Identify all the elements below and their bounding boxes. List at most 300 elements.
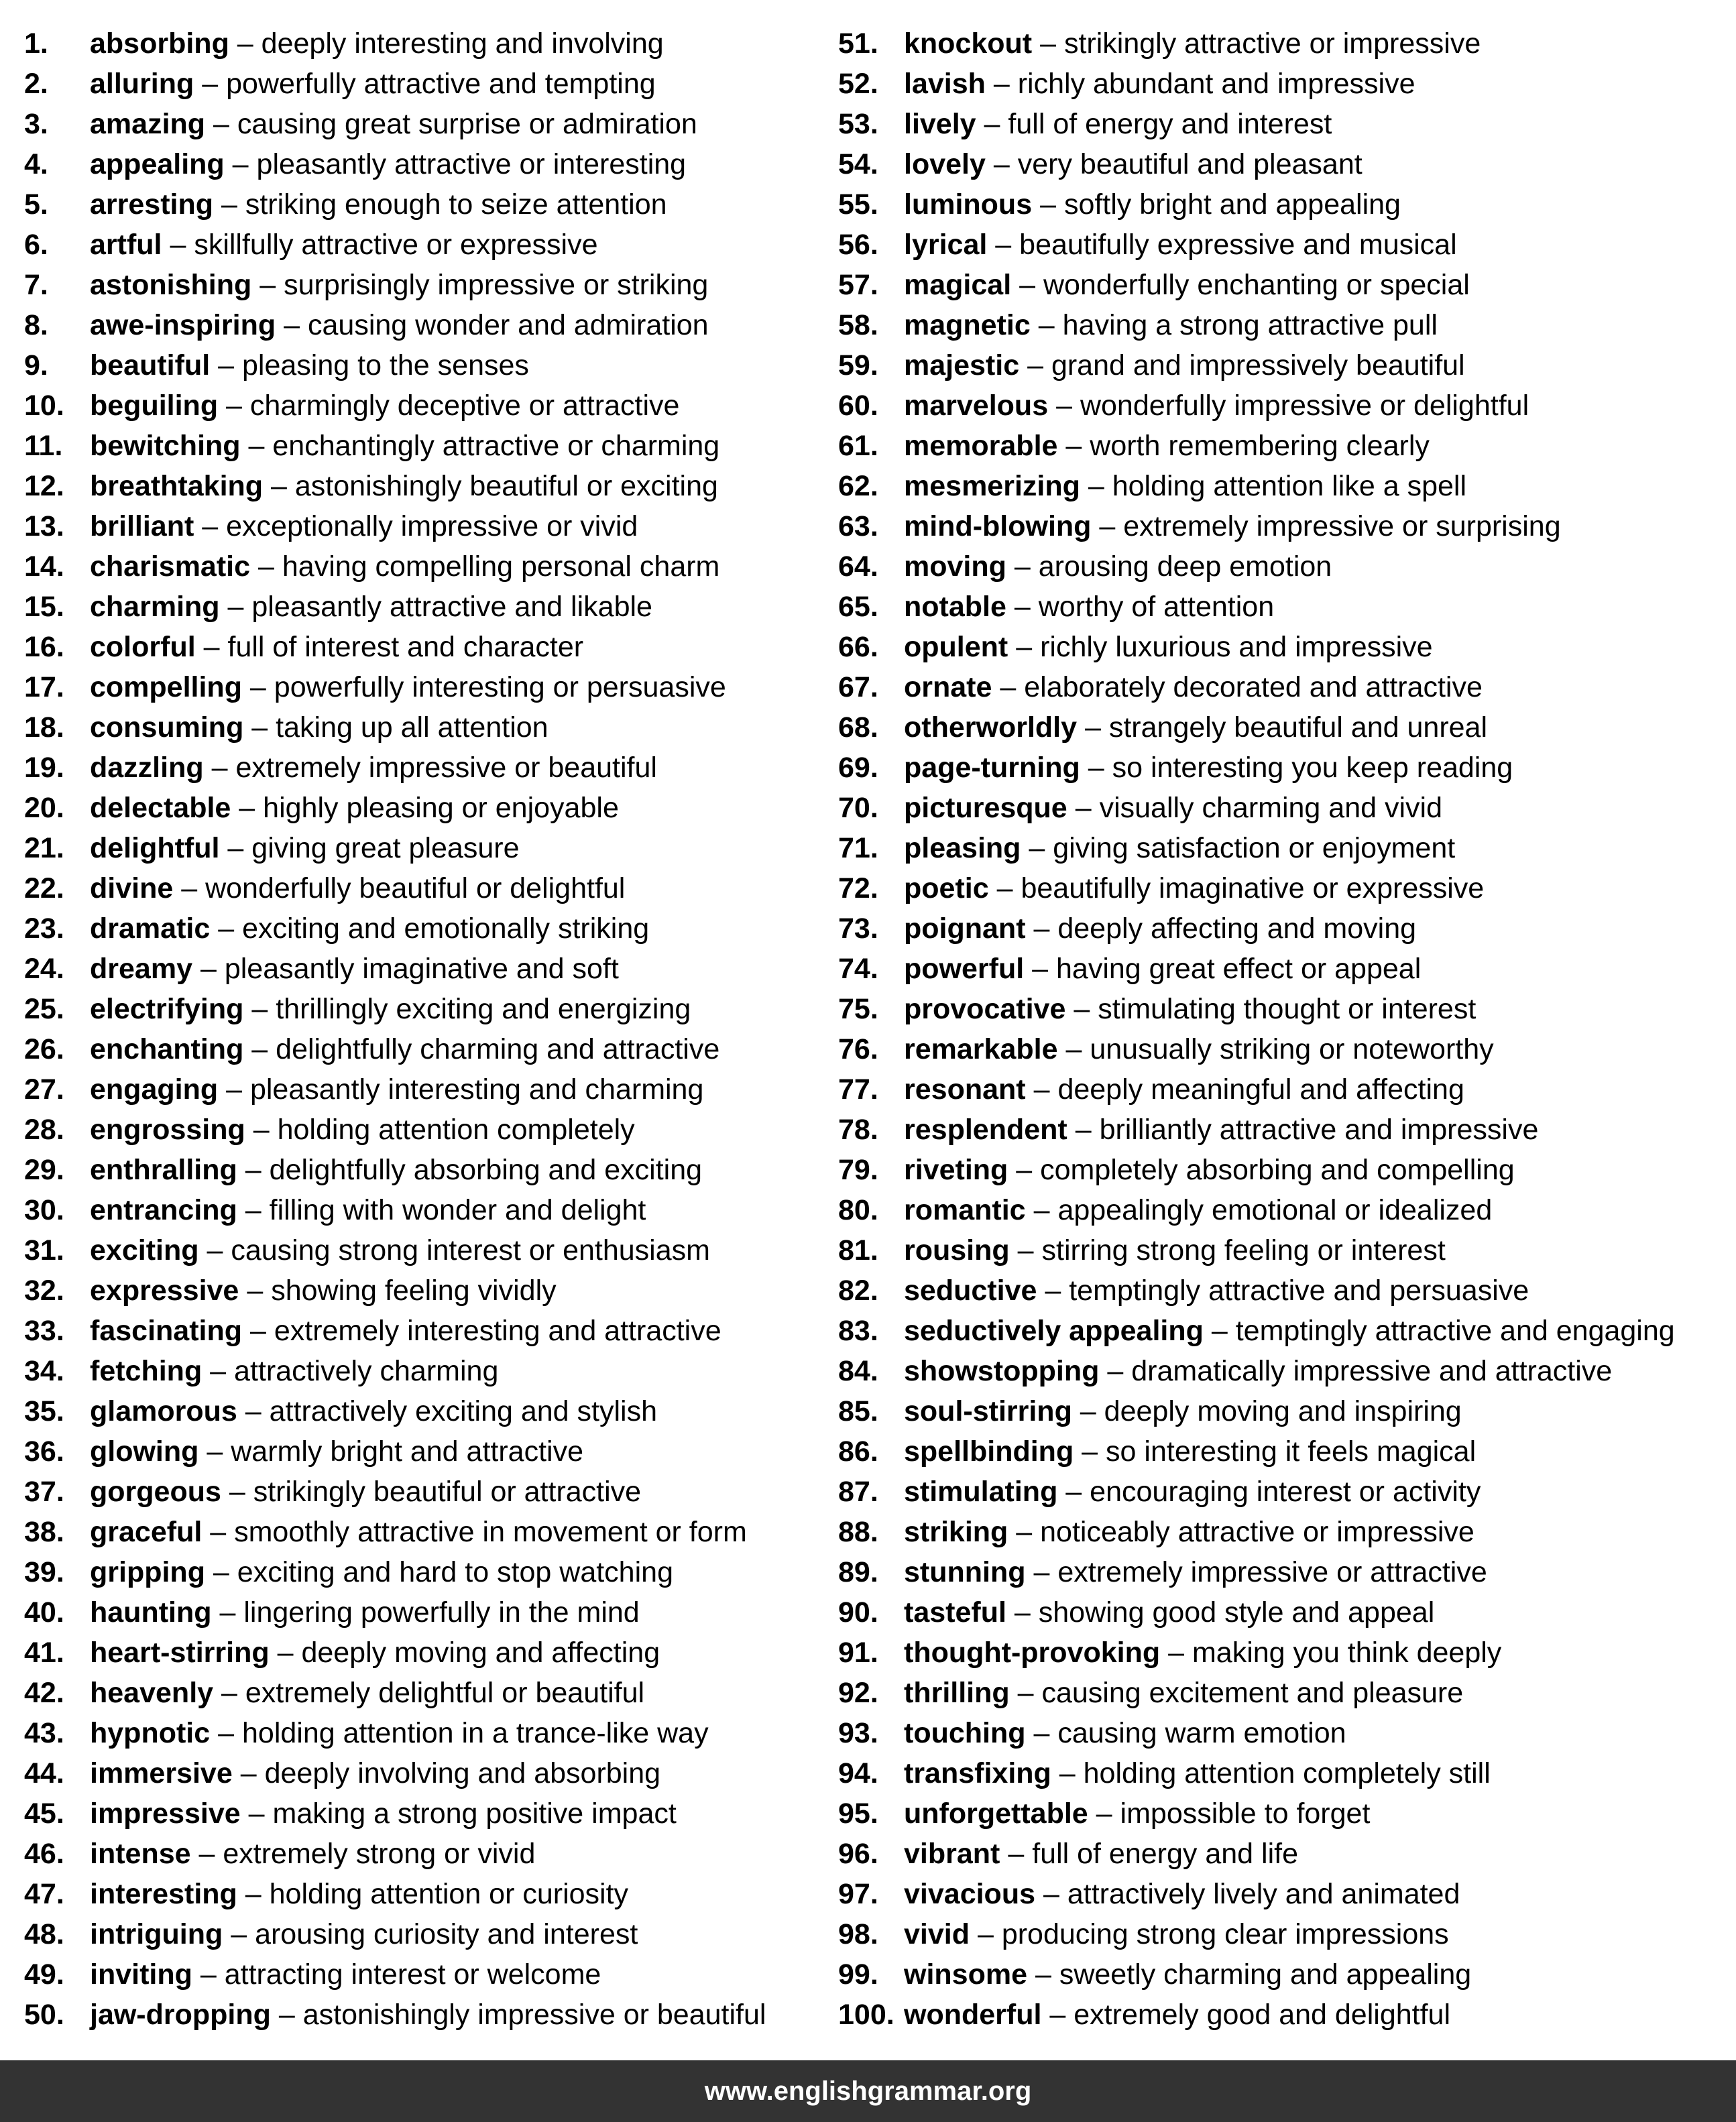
- item-word: vivid: [904, 1918, 970, 1950]
- item-word: consuming: [90, 711, 244, 744]
- item-definition: giving great pleasure: [251, 832, 520, 864]
- item-dash: –: [1075, 1114, 1092, 1146]
- item-number: 5.: [24, 188, 48, 221]
- list-item: [24, 225, 829, 265]
- item-number: 51.: [838, 27, 878, 60]
- list-item: [838, 1713, 1730, 1753]
- list-item: [24, 1995, 829, 2035]
- list-item: [24, 1150, 829, 1190]
- item-dash: –: [271, 470, 287, 502]
- item-definition: making a strong positive impact: [272, 1797, 677, 1830]
- item-definition: deeply moving and inspiring: [1104, 1395, 1462, 1427]
- item-word: delectable: [90, 792, 231, 824]
- item-definition: surprisingly impressive or striking: [284, 269, 709, 301]
- list-item: [838, 466, 1730, 506]
- item-number: 65.: [838, 591, 878, 623]
- item-number: 61.: [838, 430, 878, 462]
- item-dash: –: [1088, 470, 1104, 502]
- list-item: [838, 1834, 1730, 1874]
- item-definition: wonderfully beautiful or delightful: [205, 872, 626, 904]
- item-definition: having great effect or appeal: [1056, 953, 1422, 985]
- item-dash: –: [207, 1234, 223, 1266]
- item-word: dazzling: [90, 752, 204, 784]
- list-item: [838, 1592, 1730, 1633]
- item-definition: enchantingly attractive or charming: [272, 430, 720, 462]
- list-item: [24, 1512, 829, 1552]
- item-definition: sweetly charming and appealing: [1059, 1958, 1472, 1991]
- item-number: 16.: [24, 631, 64, 663]
- item-dash: –: [1014, 1596, 1031, 1629]
- item-definition: causing excitement and pleasure: [1041, 1677, 1464, 1709]
- item-dash: –: [248, 1797, 265, 1830]
- item-word: interesting: [90, 1878, 237, 1910]
- item-dash: –: [198, 1838, 215, 1870]
- list-item: [838, 828, 1730, 868]
- item-word: remarkable: [904, 1033, 1058, 1065]
- item-dash: –: [232, 148, 249, 180]
- list-item: [838, 908, 1730, 949]
- item-definition: worthy of attention: [1038, 591, 1275, 623]
- list-item: [838, 104, 1730, 144]
- item-dash: –: [202, 510, 219, 542]
- item-dash: –: [1080, 1395, 1096, 1427]
- item-number: 24.: [24, 953, 64, 985]
- item-word: compelling: [90, 671, 242, 703]
- list-item: [838, 1472, 1730, 1512]
- list-item: [24, 1713, 829, 1753]
- item-definition: extremely impressive or surprising: [1123, 510, 1561, 542]
- item-dash: –: [218, 912, 235, 945]
- item-definition: holding attention in a trance-like way: [242, 1717, 709, 1749]
- item-dash: –: [1017, 1234, 1034, 1266]
- item-dash: –: [1017, 1677, 1034, 1709]
- list-item: [24, 1110, 829, 1150]
- item-definition: strikingly attractive or impressive: [1063, 27, 1481, 60]
- item-number: 42.: [24, 1677, 64, 1709]
- item-dash: –: [1211, 1315, 1228, 1347]
- item-dash: –: [1099, 510, 1116, 542]
- item-definition: stimulating thought or interest: [1098, 993, 1477, 1025]
- item-word: picturesque: [904, 792, 1067, 824]
- item-number: 69.: [838, 752, 878, 784]
- item-dash: –: [237, 27, 253, 60]
- item-word: arresting: [90, 188, 214, 221]
- item-definition: visually charming and vivid: [1099, 792, 1443, 824]
- list-item: [24, 828, 829, 868]
- item-number: 80.: [838, 1194, 878, 1226]
- item-dash: –: [259, 269, 276, 301]
- item-definition: arousing deep emotion: [1038, 550, 1332, 583]
- list-item: [24, 908, 829, 949]
- item-number: 58.: [838, 309, 878, 341]
- item-number: 53.: [838, 108, 878, 140]
- item-word: resonant: [904, 1073, 1026, 1106]
- item-definition: wonderfully impressive or delightful: [1080, 390, 1529, 422]
- list-item: [24, 1391, 829, 1431]
- item-dash: –: [996, 872, 1013, 904]
- item-dash: –: [1107, 1355, 1124, 1387]
- item-definition: extremely interesting and attractive: [274, 1315, 721, 1347]
- list-item: [838, 184, 1730, 225]
- item-dash: –: [1008, 1838, 1025, 1870]
- list-item: [838, 1793, 1730, 1834]
- item-number: 63.: [838, 510, 878, 542]
- item-word: hypnotic: [90, 1717, 211, 1749]
- item-definition: striking enough to seize attention: [245, 188, 667, 221]
- item-definition: lingering powerfully in the mind: [243, 1596, 640, 1629]
- list-item: [838, 1311, 1730, 1351]
- item-definition: strangely beautiful and unreal: [1108, 711, 1488, 744]
- item-number: 78.: [838, 1114, 878, 1146]
- item-dash: –: [1038, 309, 1055, 341]
- item-number: 6.: [24, 229, 48, 261]
- item-definition: holding attention like a spell: [1112, 470, 1467, 502]
- item-definition: arousing curiosity and interest: [255, 1918, 638, 1950]
- item-definition: extremely delightful or beautiful: [245, 1677, 645, 1709]
- item-number: 73.: [838, 912, 878, 945]
- item-number: 21.: [24, 832, 64, 864]
- item-word: expressive: [90, 1275, 239, 1307]
- item-number: 20.: [24, 792, 64, 824]
- item-number: 92.: [838, 1677, 878, 1709]
- item-word: delightful: [90, 832, 220, 864]
- list-item: [838, 305, 1730, 345]
- item-definition: skillfully attractive or expressive: [194, 229, 598, 261]
- list-item: [24, 1552, 829, 1592]
- list-item: [24, 627, 829, 667]
- item-number: 55.: [838, 188, 878, 221]
- list-item: [838, 1753, 1730, 1793]
- item-dash: –: [1040, 27, 1057, 60]
- item-word: lavish: [904, 68, 986, 100]
- item-number: 3.: [24, 108, 48, 140]
- item-number: 100.: [838, 1999, 894, 2031]
- item-definition: worth remembering clearly: [1090, 430, 1430, 462]
- item-dash: –: [211, 752, 228, 784]
- item-dash: –: [213, 108, 229, 140]
- item-word: memorable: [904, 430, 1058, 462]
- item-dash: –: [181, 872, 198, 904]
- item-word: immersive: [90, 1757, 233, 1789]
- item-word: bewitching: [90, 430, 241, 462]
- item-dash: –: [221, 188, 237, 221]
- item-word: thought-provoking: [904, 1637, 1161, 1669]
- list-item: [24, 1190, 829, 1230]
- item-definition: so interesting it feels magical: [1106, 1435, 1477, 1468]
- item-definition: astonishingly beautiful or exciting: [294, 470, 718, 502]
- item-dash: –: [977, 1918, 994, 1950]
- item-dash: –: [257, 550, 274, 583]
- list-item: [24, 1793, 829, 1834]
- item-dash: –: [1065, 430, 1082, 462]
- item-dash: –: [1035, 1958, 1051, 1991]
- item-definition: impossible to forget: [1120, 1797, 1371, 1830]
- list-item: [838, 1673, 1730, 1713]
- list-item: [838, 1431, 1730, 1472]
- list-item: [24, 426, 829, 466]
- list-item: [838, 1230, 1730, 1271]
- item-number: 23.: [24, 912, 64, 945]
- item-dash: –: [1065, 1476, 1082, 1508]
- item-dash: –: [1027, 349, 1043, 381]
- item-word: provocative: [904, 993, 1066, 1025]
- item-definition: deeply affecting and moving: [1057, 912, 1417, 945]
- item-dash: –: [1040, 188, 1056, 221]
- list-item: [24, 1271, 829, 1311]
- item-number: 70.: [838, 792, 878, 824]
- item-word: charming: [90, 591, 220, 623]
- item-number: 97.: [838, 1878, 878, 1910]
- list-item: [24, 748, 829, 788]
- item-dash: –: [200, 1958, 217, 1991]
- list-item: [838, 1995, 1730, 2035]
- item-definition: pleasantly interesting and charming: [249, 1073, 704, 1106]
- list-item: [24, 1029, 829, 1069]
- item-word: intriguing: [90, 1918, 223, 1950]
- item-number: 83.: [838, 1315, 878, 1347]
- item-definition: making you think deeply: [1192, 1637, 1502, 1669]
- item-definition: charmingly deceptive or attractive: [249, 390, 680, 422]
- item-dash: –: [1056, 390, 1072, 422]
- item-definition: attractively lively and animated: [1067, 1878, 1460, 1910]
- item-word: mesmerizing: [904, 470, 1080, 502]
- item-word: magical: [904, 269, 1012, 301]
- item-dash: –: [249, 671, 266, 703]
- item-number: 60.: [838, 390, 878, 422]
- item-number: 27.: [24, 1073, 64, 1106]
- list-item: [838, 1150, 1730, 1190]
- item-number: 41.: [24, 1637, 64, 1669]
- list-item: [838, 1391, 1730, 1431]
- item-number: 35.: [24, 1395, 64, 1427]
- item-dash: –: [218, 349, 235, 381]
- item-word: intense: [90, 1838, 191, 1870]
- item-definition: extremely strong or vivid: [223, 1838, 536, 1870]
- item-word: stimulating: [904, 1476, 1058, 1508]
- item-definition: causing great surprise or admiration: [237, 108, 697, 140]
- item-dash: –: [1033, 1717, 1050, 1749]
- item-number: 85.: [838, 1395, 878, 1427]
- item-definition: noticeably attractive or impressive: [1040, 1516, 1474, 1548]
- list-item: [838, 1874, 1730, 1914]
- item-number: 62.: [838, 470, 878, 502]
- list-item: [24, 1592, 829, 1633]
- item-definition: showing good style and appeal: [1038, 1596, 1435, 1629]
- item-word: poetic: [904, 872, 989, 904]
- item-number: 1.: [24, 27, 48, 60]
- list-item: [24, 104, 829, 144]
- list-item: [838, 345, 1730, 386]
- item-dash: –: [251, 711, 268, 744]
- list-item: [838, 1914, 1730, 1954]
- item-word: winsome: [904, 1958, 1027, 1991]
- item-word: powerful: [904, 953, 1025, 985]
- list-item: [838, 265, 1730, 305]
- item-word: tasteful: [904, 1596, 1006, 1629]
- item-dash: –: [227, 591, 244, 623]
- item-dash: –: [227, 832, 244, 864]
- item-dash: –: [1014, 550, 1031, 583]
- item-definition: very beautiful and pleasant: [1017, 148, 1363, 180]
- item-word: pleasing: [904, 832, 1021, 864]
- item-dash: –: [1033, 912, 1050, 945]
- item-dash: –: [1033, 1073, 1050, 1106]
- item-word: vibrant: [904, 1838, 1000, 1870]
- item-number: 13.: [24, 510, 64, 542]
- list-item: [838, 868, 1730, 908]
- item-word: fetching: [90, 1355, 202, 1387]
- item-dash: –: [1033, 1556, 1050, 1588]
- item-word: heart-stirring: [90, 1637, 270, 1669]
- item-word: riveting: [904, 1154, 1008, 1186]
- list-item: [838, 1190, 1730, 1230]
- item-number: 15.: [24, 591, 64, 623]
- list-item: [24, 64, 829, 104]
- item-definition: attractively charming: [234, 1355, 499, 1387]
- item-definition: temptingly attractive and engaging: [1235, 1315, 1675, 1347]
- item-dash: –: [203, 631, 220, 663]
- item-word: striking: [904, 1516, 1008, 1548]
- item-number: 94.: [838, 1757, 878, 1789]
- item-number: 96.: [838, 1838, 878, 1870]
- list-item: [24, 144, 829, 184]
- item-number: 40.: [24, 1596, 64, 1629]
- item-word: showstopping: [904, 1355, 1100, 1387]
- item-number: 71.: [838, 832, 878, 864]
- item-word: seductively appealing: [904, 1315, 1204, 1347]
- item-word: breathtaking: [90, 470, 264, 502]
- list-item: [838, 1351, 1730, 1391]
- list-item: [838, 386, 1730, 426]
- item-word: glamorous: [90, 1395, 237, 1427]
- item-definition: richly abundant and impressive: [1017, 68, 1415, 100]
- item-dash: –: [1059, 1757, 1076, 1789]
- item-dash: –: [229, 1476, 245, 1508]
- right-column: [838, 23, 1730, 2035]
- list-item: [24, 1834, 829, 1874]
- item-word: awe-inspiring: [90, 309, 276, 341]
- footer-bar: [0, 2060, 1736, 2122]
- item-number: 49.: [24, 1958, 64, 1991]
- item-definition: deeply meaningful and affecting: [1057, 1073, 1464, 1106]
- item-number: 29.: [24, 1154, 64, 1186]
- item-number: 31.: [24, 1234, 64, 1266]
- item-number: 36.: [24, 1435, 64, 1468]
- item-number: 14.: [24, 550, 64, 583]
- item-number: 79.: [838, 1154, 878, 1186]
- item-word: glowing: [90, 1435, 199, 1468]
- item-number: 72.: [838, 872, 878, 904]
- list-item: [838, 748, 1730, 788]
- list-item: [838, 788, 1730, 828]
- item-definition: holding attention or curiosity: [269, 1878, 629, 1910]
- footer-url[interactable]: www.englishgrammar.org: [704, 2076, 1032, 2106]
- item-definition: so interesting you keep reading: [1112, 752, 1513, 784]
- list-item: [24, 1914, 829, 1954]
- list-item: [24, 1230, 829, 1271]
- item-word: moving: [904, 550, 1006, 583]
- item-word: seductive: [904, 1275, 1037, 1307]
- item-dash: –: [249, 1315, 266, 1347]
- item-definition: warmly bright and attractive: [231, 1435, 583, 1468]
- item-word: dramatic: [90, 912, 211, 945]
- list-item: [24, 587, 829, 627]
- item-dash: –: [1016, 1516, 1033, 1548]
- item-word: appealing: [90, 148, 225, 180]
- item-word: knockout: [904, 27, 1033, 60]
- item-definition: stirring strong feeling or interest: [1041, 1234, 1446, 1266]
- item-definition: dramatically impressive and attractive: [1131, 1355, 1613, 1387]
- item-definition: temptingly attractive and persuasive: [1069, 1275, 1529, 1307]
- item-definition: exciting and hard to stop watching: [237, 1556, 673, 1588]
- item-dash: –: [251, 993, 268, 1025]
- item-number: 9.: [24, 349, 48, 381]
- item-dash: –: [210, 1355, 227, 1387]
- item-definition: extremely good and delightful: [1074, 1999, 1451, 2031]
- item-dash: –: [226, 1073, 242, 1106]
- item-dash: –: [1000, 671, 1017, 703]
- item-dash: –: [277, 1637, 294, 1669]
- list-item: [24, 546, 829, 587]
- item-definition: encouraging interest or activity: [1090, 1476, 1481, 1508]
- list-item: [24, 1431, 829, 1472]
- item-dash: –: [210, 1516, 227, 1548]
- item-number: 88.: [838, 1516, 878, 1548]
- item-dash: –: [218, 1717, 235, 1749]
- item-dash: –: [240, 1757, 257, 1789]
- item-dash: –: [1168, 1637, 1185, 1669]
- list-item: [24, 265, 829, 305]
- list-item: [24, 1954, 829, 1995]
- item-dash: –: [202, 68, 219, 100]
- item-definition: highly pleasing or enjoyable: [263, 792, 619, 824]
- item-number: 90.: [838, 1596, 878, 1629]
- item-word: engaging: [90, 1073, 219, 1106]
- item-word: dreamy: [90, 953, 192, 985]
- item-definition: exciting and emotionally striking: [242, 912, 650, 945]
- item-definition: strikingly beautiful or attractive: [253, 1476, 642, 1508]
- item-definition: full of interest and character: [227, 631, 584, 663]
- list-item: [838, 949, 1730, 989]
- item-number: 82.: [838, 1275, 878, 1307]
- item-word: electrifying: [90, 993, 244, 1025]
- list-item: [838, 1552, 1730, 1592]
- item-word: astonishing: [90, 269, 252, 301]
- item-dash: –: [1065, 1033, 1082, 1065]
- item-definition: completely absorbing and compelling: [1040, 1154, 1515, 1186]
- item-dash: –: [213, 1556, 229, 1588]
- item-number: 38.: [24, 1516, 64, 1548]
- item-definition: grand and impressively beautiful: [1051, 349, 1465, 381]
- list-item: [838, 1069, 1730, 1110]
- item-definition: having a strong attractive pull: [1062, 309, 1438, 341]
- item-number: 64.: [838, 550, 878, 583]
- item-number: 75.: [838, 993, 878, 1025]
- item-word: graceful: [90, 1516, 202, 1548]
- item-number: 32.: [24, 1275, 64, 1307]
- list-item: [838, 989, 1730, 1029]
- item-definition: beautifully expressive and musical: [1019, 229, 1457, 261]
- item-dash: –: [995, 229, 1012, 261]
- list-item: [24, 506, 829, 546]
- item-number: 18.: [24, 711, 64, 744]
- item-dash: –: [1096, 1797, 1112, 1830]
- item-dash: –: [219, 1596, 236, 1629]
- list-item: [838, 506, 1730, 546]
- item-number: 54.: [838, 148, 878, 180]
- item-number: 50.: [24, 1999, 64, 2031]
- item-definition: thrillingly exciting and energizing: [276, 993, 691, 1025]
